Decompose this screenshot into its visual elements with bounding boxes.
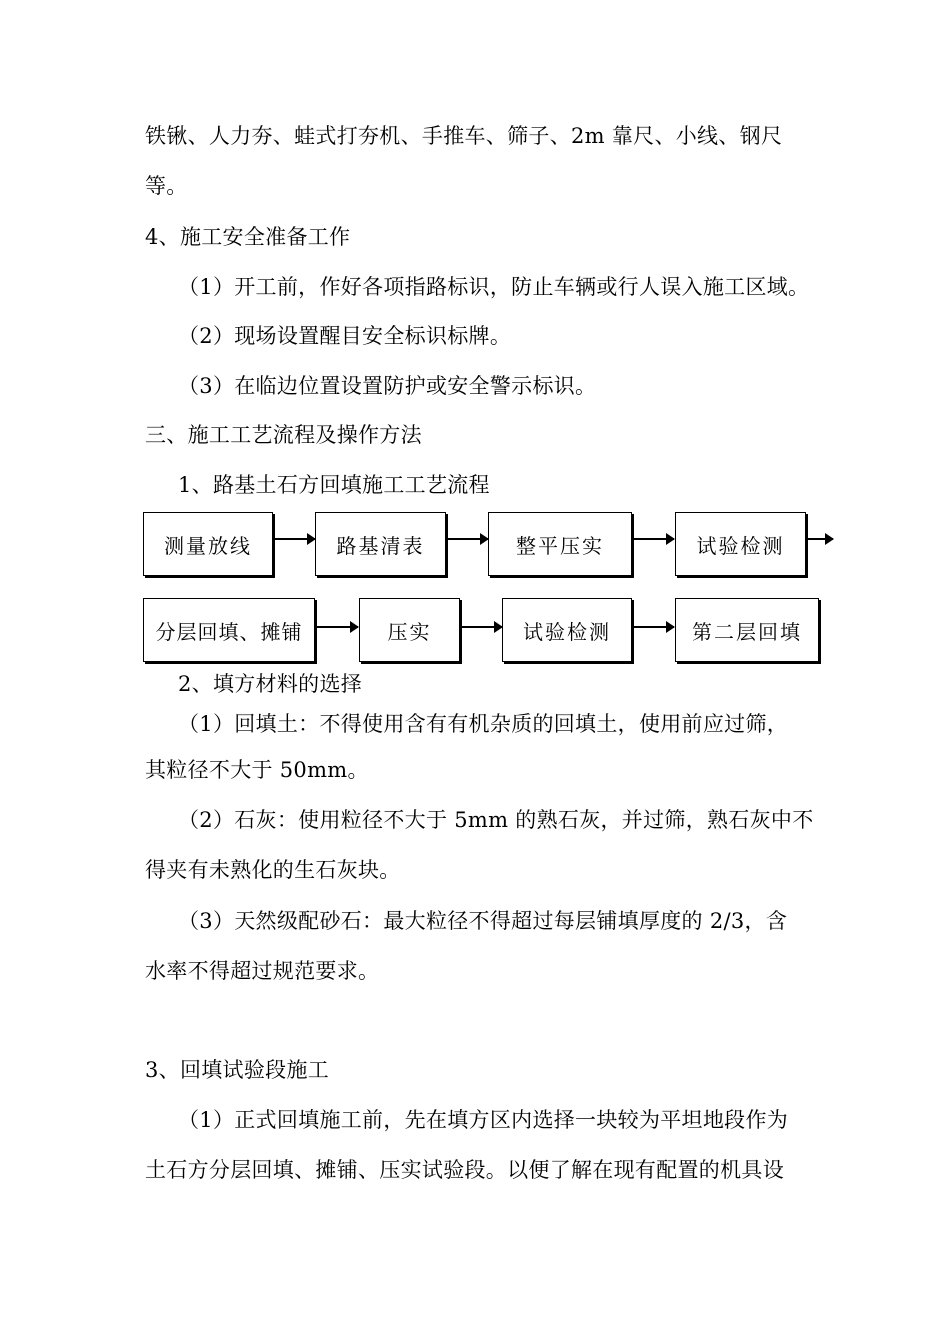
section-heading: 2、填方材料的选择 bbox=[178, 672, 363, 696]
flow-arrow bbox=[316, 626, 358, 628]
flow-step-leveling: 整平压实 bbox=[488, 512, 632, 576]
text-line: 等。 bbox=[145, 174, 188, 198]
flow-step-layered-fill: 分层回填、摊铺 bbox=[143, 598, 315, 662]
flow-step-compaction: 压实 bbox=[359, 598, 460, 662]
text-line: （1）回填土：不得使用含有有机杂质的回填土，使用前应过筛， bbox=[178, 712, 789, 736]
text-line: （3）天然级配砂石：最大粒径不得超过每层铺填厚度的 2/3，含 bbox=[178, 909, 788, 933]
text-line: （2）石灰：使用粒径不大于 5mm 的熟石灰，并过筛，熟石灰中不 bbox=[178, 808, 814, 832]
flow-step-clearing: 路基清表 bbox=[315, 512, 446, 576]
flow-step-testing: 试验检测 bbox=[675, 512, 806, 576]
text-line: 土石方分层回填、摊铺、压实试验段。以便了解在现有配置的机具设 bbox=[145, 1158, 784, 1182]
text-line: 水率不得超过规范要求。 bbox=[145, 959, 380, 983]
flow-step-survey: 测量放线 bbox=[143, 512, 273, 576]
section-heading: 3、回填试验段施工 bbox=[145, 1058, 330, 1082]
text-line: （2）现场设置醒目安全标识标牌。 bbox=[178, 324, 512, 348]
text-line: 其粒径不大于 50mm。 bbox=[145, 758, 369, 782]
flow-step-second-layer: 第二层回填 bbox=[675, 598, 819, 662]
text-line: 铁锹、人力夯、蛙式打夯机、手推车、筛子、2m 靠尺、小线、钢尺 bbox=[145, 124, 783, 148]
flow-arrow bbox=[633, 538, 674, 540]
text-line: （1）正式回填施工前，先在填方区内选择一块较为平坦地段作为 bbox=[178, 1108, 789, 1132]
section-heading: 1、路基土石方回填施工工艺流程 bbox=[178, 473, 490, 497]
flow-arrow bbox=[274, 538, 315, 540]
text-line: 得夹有未熟化的生石灰块。 bbox=[145, 858, 401, 882]
text-line: （3）在临边位置设置防护或安全警示标识。 bbox=[178, 374, 597, 398]
section-heading: 4、施工安全准备工作 bbox=[145, 225, 351, 249]
flow-step-testing: 试验检测 bbox=[502, 598, 632, 662]
flow-arrow bbox=[633, 626, 674, 628]
flow-arrow bbox=[807, 538, 833, 540]
chapter-heading: 三、施工工艺流程及操作方法 bbox=[145, 423, 422, 447]
text-line: （1）开工前，作好各项指路标识，防止车辆或行人误入施工区域。 bbox=[178, 275, 810, 299]
flow-arrow bbox=[461, 626, 502, 628]
flow-arrow bbox=[447, 538, 488, 540]
